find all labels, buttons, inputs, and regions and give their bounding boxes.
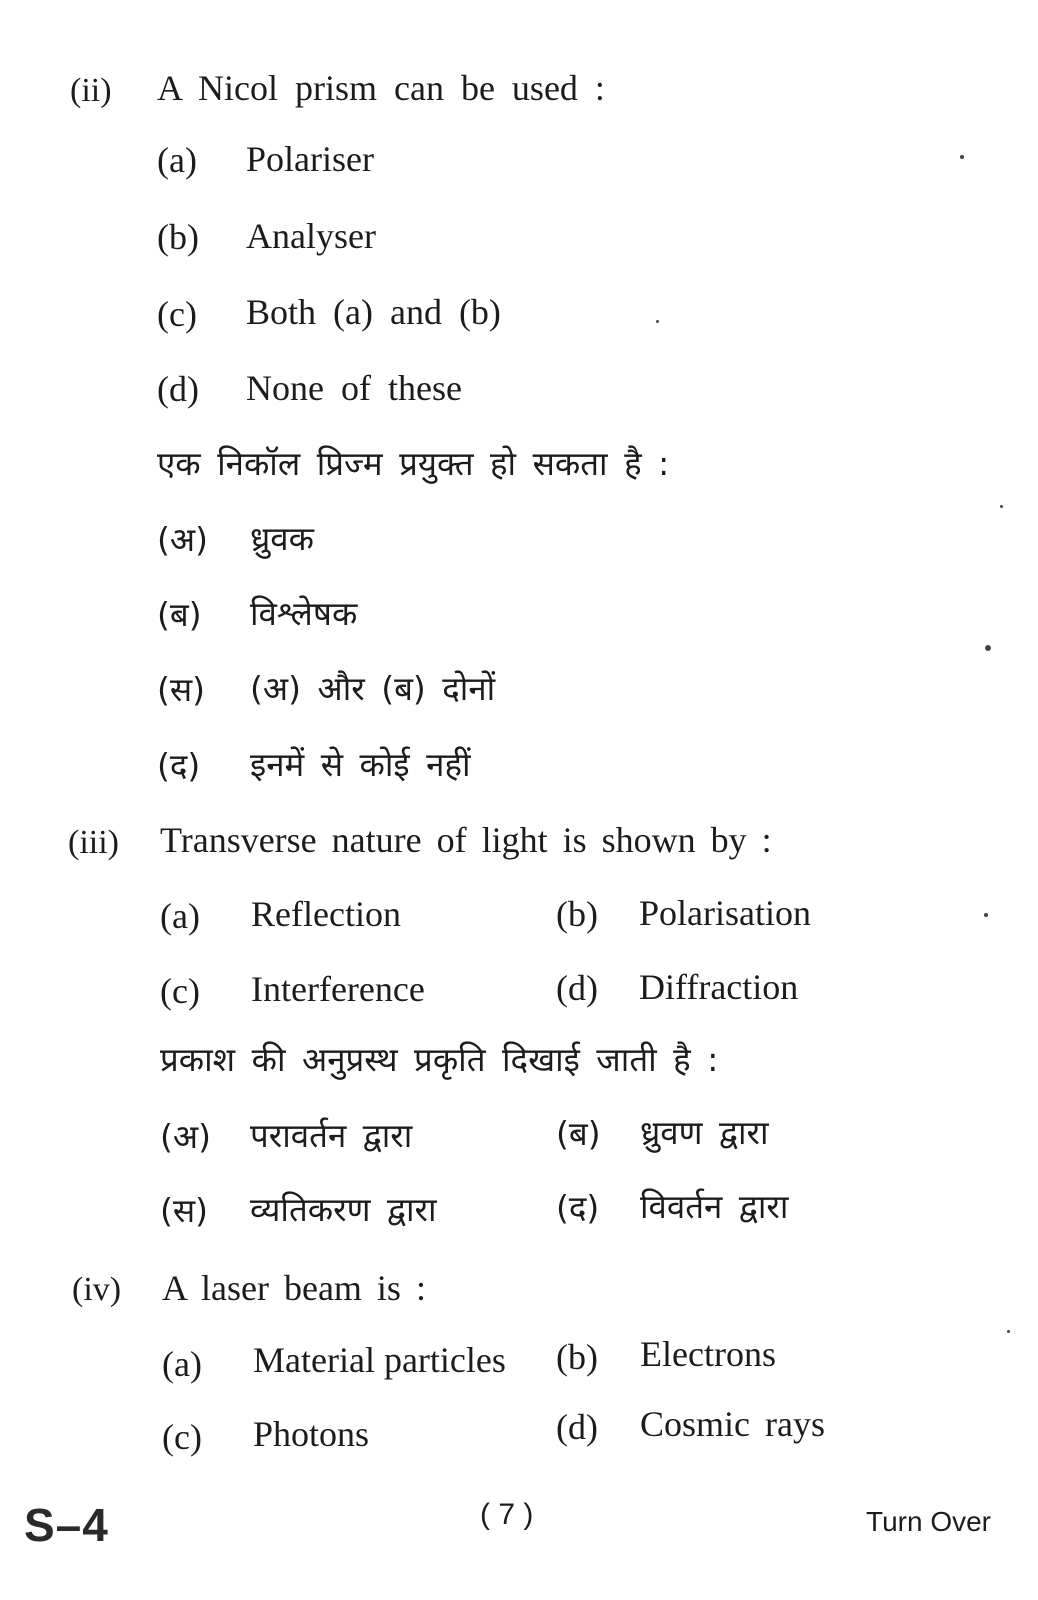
option-text-ii-hindi-b: विश्लेषक [250,594,358,633]
option-label-ii-hindi-a: (अ) [157,520,208,559]
option-text-iii-hindi-b: ध्रुवण द्वारा [640,1113,769,1152]
option-text-iii-hindi-c: व्यतिकरण द्वारा [250,1190,437,1229]
scan-speck [985,645,991,651]
question-text-ii: A Nicol prism can be used : [157,68,605,108]
scan-speck [1000,505,1003,508]
option-text-iii-a: Reflection [251,894,401,934]
option-text-iii-hindi-a: परावर्तन द्वारा [250,1116,413,1155]
option-text-ii-b: Analyser [246,216,376,256]
question-number-iv: (iv) [72,1271,122,1308]
scan-speck [984,913,988,917]
option-label-ii-hindi-b: (ब) [157,595,202,634]
option-text-ii-hindi-c: (अ) और (ब) दोनों [250,669,496,708]
option-label-ii-hindi-d: (द) [157,746,201,785]
option-text-iii-c: Interference [251,969,425,1009]
option-label-iv-c: (c) [162,1417,202,1457]
option-label-ii-hindi-c: (स) [157,670,206,709]
option-label-iv-a: (a) [162,1344,202,1384]
option-label-ii-c: (c) [157,294,197,334]
option-text-iv-c: Photons [253,1414,370,1454]
option-text-ii-c: Both (a) and (b) [246,292,501,332]
option-text-ii-hindi-a: ध्रुवक [250,519,314,558]
question-number-iii: (iii) [68,824,119,861]
option-text-iii-hindi-d: विवर्तन द्वारा [640,1187,789,1226]
option-text-iv-a: Material particles [253,1340,506,1380]
option-label-iii-d: (d) [556,968,598,1008]
option-label-iv-d: (d) [556,1407,598,1447]
page-number: ( 7 ) [480,1498,534,1531]
option-text-iv-d: Cosmic rays [640,1404,825,1444]
option-label-ii-d: (d) [157,369,199,409]
option-label-iii-hindi-c: (स) [160,1191,209,1230]
question-number-ii: (ii) [70,72,112,109]
option-text-ii-d: None of these [246,368,462,408]
paper-code: S–4 [24,1499,109,1551]
scan-speck [960,155,964,159]
option-text-ii-hindi-d: इनमें से कोई नहीं [250,745,471,784]
option-text-iv-b: Electrons [640,1334,776,1374]
option-label-iii-b: (b) [556,894,598,934]
option-label-iii-hindi-a: (अ) [160,1117,211,1156]
turn-over-label: Turn Over [866,1506,991,1537]
question-text-iii: Transverse nature of light is shown by : [160,820,772,860]
option-label-iii-hindi-d: (द) [556,1188,600,1227]
option-text-ii-a: Polariser [246,139,374,179]
scan-speck [1007,1330,1010,1333]
scan-speck [656,320,659,323]
option-label-ii-a: (a) [157,140,197,180]
option-label-iii-hindi-b: (ब) [556,1114,601,1153]
option-label-iii-c: (c) [160,971,200,1011]
option-label-ii-b: (b) [157,217,199,257]
option-label-iii-a: (a) [160,896,200,936]
question-text-iii-hindi: प्रकाश की अनुप्रस्थ प्रकृति दिखाई जाती है : [160,1040,719,1079]
option-text-iii-b: Polarisation [639,893,811,933]
question-text-iv: A laser beam is : [162,1268,426,1308]
question-text-ii-hindi: एक निकॉल प्रिज्म प्रयुक्त हो सकता है : [157,444,670,483]
option-label-iv-b: (b) [556,1337,598,1377]
option-text-iii-d: Diffraction [639,967,799,1007]
